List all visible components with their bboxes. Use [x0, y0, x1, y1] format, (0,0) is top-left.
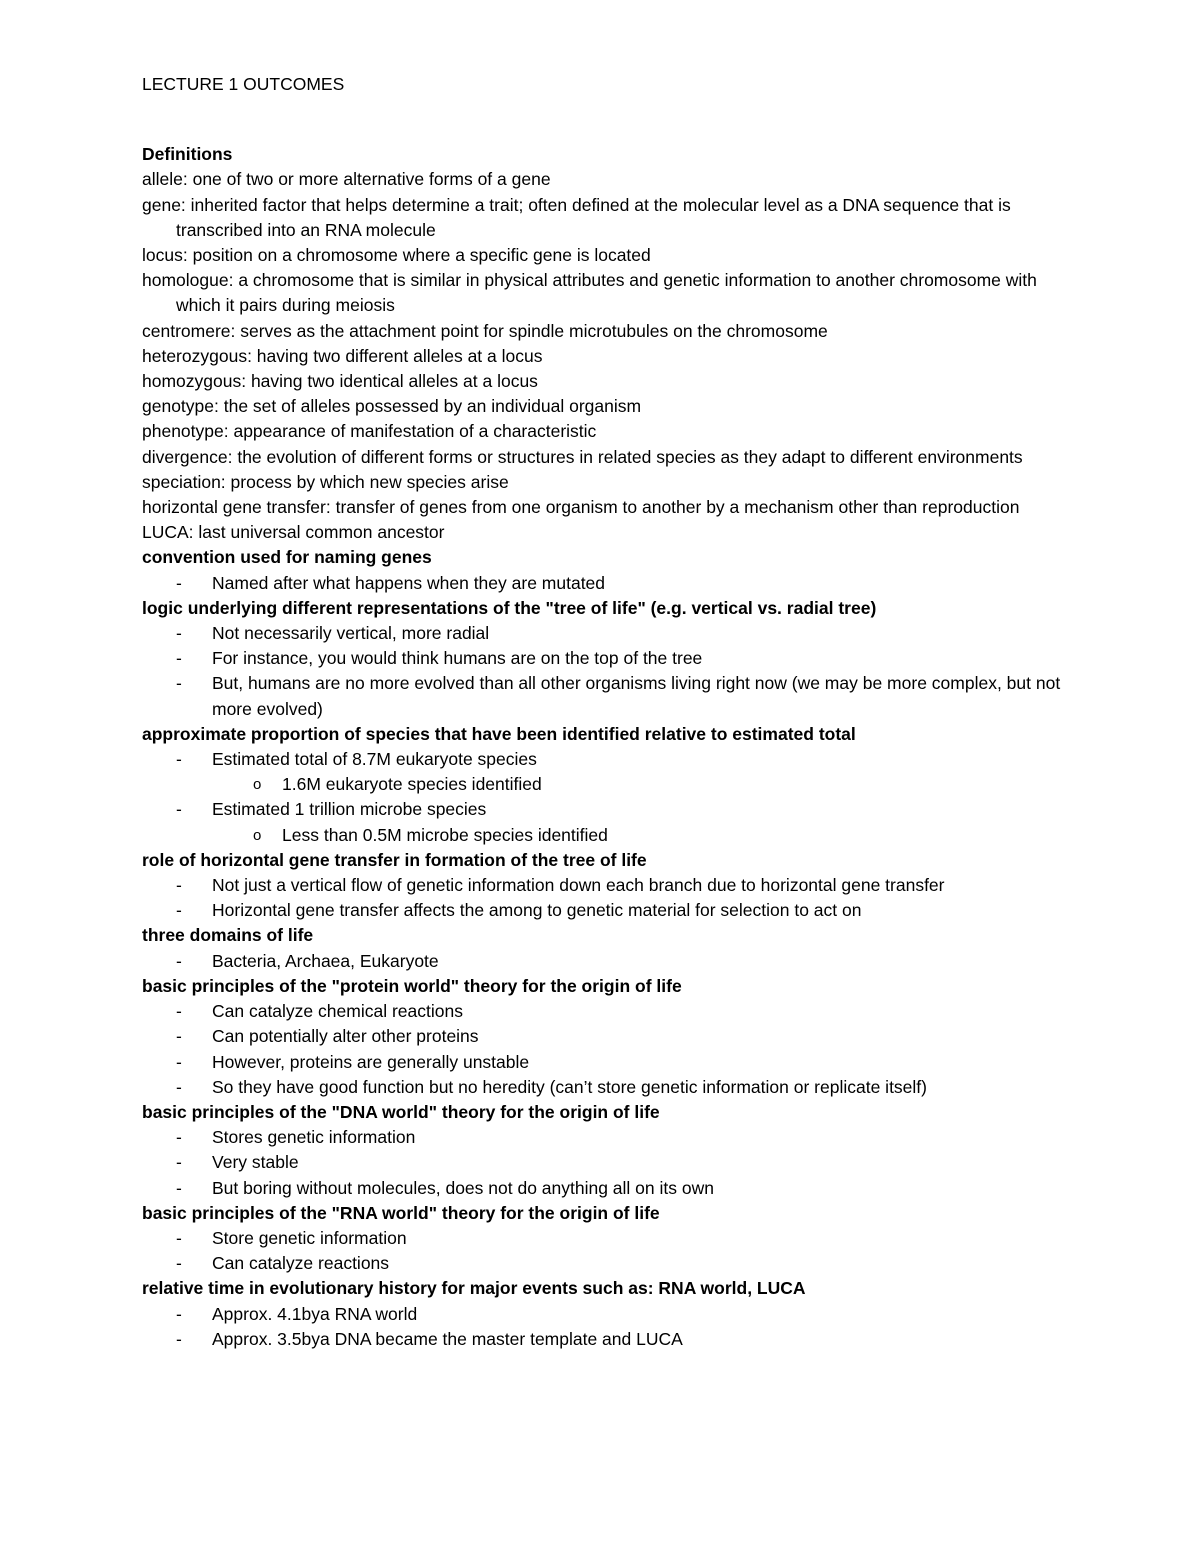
- bullet-text: Store genetic information: [212, 1227, 407, 1248]
- section-heading: basic principles of the "protein world" theory for the origin of life: [142, 975, 682, 996]
- bullet-text: Can catalyze reactions: [212, 1253, 390, 1274]
- definition-item: heterozygous: having two different alleles at a locus: [142, 345, 543, 366]
- outcome-section: [142, 596, 1062, 722]
- bullet-item: [142, 1150, 1062, 1175]
- section-heading: basic principles of the "RNA world" theory for the origin of life: [142, 1202, 660, 1223]
- circle-bullet-icon: o: [253, 826, 262, 844]
- dash-bullet-icon: -: [176, 1227, 182, 1248]
- bullet-text: Stores genetic information: [212, 1127, 416, 1148]
- section-heading: basic principles of the "DNA world" theory for the origin of life: [142, 1101, 660, 1122]
- sub-bullet-text: 1.6M eukaryote species identified: [282, 774, 542, 795]
- outcome-sections: [142, 545, 1062, 1352]
- section-heading: logic underlying different representations of the "tree of life" (e.g. vertical vs. radial tree): [142, 597, 877, 618]
- definition-item: locus: position on a chromosome where a specific gene is located: [142, 245, 651, 265]
- definition-item: divergence: the evolution of different forms or structures in related species as they adapt to different environments: [142, 446, 1023, 467]
- bullet-text: Approx. 3.5bya DNA became the master template and LUCA: [212, 1328, 683, 1349]
- document-page: [142, 72, 1062, 1352]
- definition-item: homologue: a chromosome that is similar in physical attributes and genetic information to another chromosome with which it pairs during meiosis: [142, 270, 1037, 316]
- bullet-item: [142, 1226, 1062, 1251]
- dash-bullet-icon: -: [176, 1152, 182, 1173]
- bullet-item: [142, 1125, 1062, 1150]
- definition-item: homozygous: having two identical alleles at a locus: [142, 371, 538, 392]
- section-heading: role of horizontal gene transfer in formation of the tree of life: [142, 849, 647, 870]
- definition-item: allele: one of two or more alternative forms of a gene: [142, 169, 551, 190]
- dash-bullet-icon: -: [176, 572, 182, 593]
- sub-bullet-item: [142, 823, 1062, 848]
- section-heading: approximate proportion of species that have been identified relative to estimated total: [142, 723, 856, 744]
- bullet-item: [142, 1251, 1062, 1276]
- dash-bullet-icon: -: [176, 648, 182, 669]
- definition-item: horizontal gene transfer: transfer of genes from one organism to another by a mechanism other than reproduction: [142, 497, 1020, 518]
- bullet-item: [142, 571, 1062, 596]
- bullet-text: However, proteins are generally unstable: [212, 1051, 530, 1072]
- bullet-text: Can potentially alter other proteins: [212, 1026, 479, 1047]
- dash-bullet-icon: -: [176, 673, 182, 694]
- dash-bullet-icon: -: [176, 1051, 182, 1072]
- document-title: LECTURE 1 OUTCOMES: [142, 74, 345, 94]
- bullet-item: [142, 671, 1062, 721]
- section-heading: convention used for naming genes: [142, 547, 432, 568]
- bullet-text: But, humans are no more evolved than all other organisms living right now (we may be more complex, but not more evolved): [212, 673, 1061, 719]
- bullet-text: Can catalyze chemical reactions: [212, 1001, 463, 1022]
- outcome-section: [142, 1100, 1062, 1201]
- dash-bullet-icon: -: [176, 950, 182, 971]
- bullet-text: Bacteria, Archaea, Eukaryote: [212, 950, 439, 971]
- bullet-text: Estimated total of 8.7M eukaryote species: [212, 749, 537, 770]
- bullet-item: [142, 797, 1062, 822]
- bullet-item: [142, 1024, 1062, 1049]
- spacer: [142, 97, 1062, 142]
- bullet-text: Not just a vertical flow of genetic information down each branch due to horizontal gene transfer: [212, 875, 945, 896]
- section-heading: three domains of life: [142, 925, 314, 946]
- bullet-item: [142, 1302, 1062, 1327]
- outcome-section: [142, 722, 1062, 848]
- bullet-item: [142, 646, 1062, 671]
- dash-bullet-icon: -: [176, 1253, 182, 1274]
- bullet-item: [142, 999, 1062, 1024]
- definitions-heading: Definitions: [142, 144, 233, 165]
- definition-item: speciation: process by which new species arise: [142, 471, 509, 492]
- definitions-list: [142, 167, 1062, 545]
- bullet-text: For instance, you would think humans are on the top of the tree: [212, 648, 703, 669]
- bullet-item: [142, 949, 1062, 974]
- definition-item: genotype: the set of alleles possessed by an individual organism: [142, 396, 642, 417]
- bullet-item: [142, 747, 1062, 772]
- bullet-text: Very stable: [212, 1152, 299, 1173]
- dash-bullet-icon: -: [176, 1076, 182, 1097]
- bullet-text: Horizontal gene transfer affects the among to genetic material for selection to act on: [212, 900, 862, 921]
- dash-bullet-icon: -: [176, 749, 182, 770]
- dash-bullet-icon: -: [176, 1127, 182, 1148]
- dash-bullet-icon: -: [176, 875, 182, 896]
- dash-bullet-icon: -: [176, 1001, 182, 1022]
- bullet-item: [142, 873, 1062, 898]
- outcome-section: [142, 923, 1062, 973]
- sub-bullet-text: Less than 0.5M microbe species identified: [282, 824, 608, 845]
- dash-bullet-icon: -: [176, 1328, 182, 1349]
- bullet-item: [142, 621, 1062, 646]
- bullet-text: But boring without molecules, does not do anything all on its own: [212, 1177, 714, 1198]
- definition-item: phenotype: appearance of manifestation of a characteristic: [142, 421, 597, 442]
- dash-bullet-icon: -: [176, 1303, 182, 1324]
- outcome-section: [142, 545, 1062, 595]
- bullet-item: [142, 1327, 1062, 1352]
- bullet-text: So they have good function but no heredity (can’t store genetic information or replicate itself): [212, 1076, 927, 1097]
- outcome-section: [142, 974, 1062, 1100]
- bullet-item: [142, 1176, 1062, 1201]
- dash-bullet-icon: -: [176, 1026, 182, 1047]
- outcome-section: [142, 1201, 1062, 1277]
- bullet-item: [142, 1075, 1062, 1100]
- bullet-item: [142, 1050, 1062, 1075]
- section-heading: relative time in evolutionary history for major events such as: RNA world, LUCA: [142, 1278, 806, 1299]
- bullet-item: [142, 898, 1062, 923]
- dash-bullet-icon: -: [176, 900, 182, 921]
- dash-bullet-icon: -: [176, 799, 182, 820]
- dash-bullet-icon: -: [176, 623, 182, 644]
- bullet-text: Approx. 4.1bya RNA world: [212, 1303, 418, 1324]
- outcome-section: [142, 848, 1062, 924]
- definition-item: gene: inherited factor that helps determine a trait; often defined at the molecular level as a DNA sequence that is transcribed into an RNA molecule: [142, 194, 1011, 240]
- dash-bullet-icon: -: [176, 1177, 182, 1198]
- bullet-text: Named after what happens when they are mutated: [212, 572, 606, 593]
- definition-item: centromere: serves as the attachment point for spindle microtubules on the chromosome: [142, 320, 828, 341]
- bullet-text: Not necessarily vertical, more radial: [212, 623, 490, 644]
- circle-bullet-icon: o: [253, 776, 262, 794]
- bullet-text: Estimated 1 trillion microbe species: [212, 799, 487, 820]
- definition-item: LUCA: last universal common ancestor: [142, 522, 445, 543]
- outcome-section: [142, 1276, 1062, 1352]
- sub-bullet-item: [142, 772, 1062, 797]
